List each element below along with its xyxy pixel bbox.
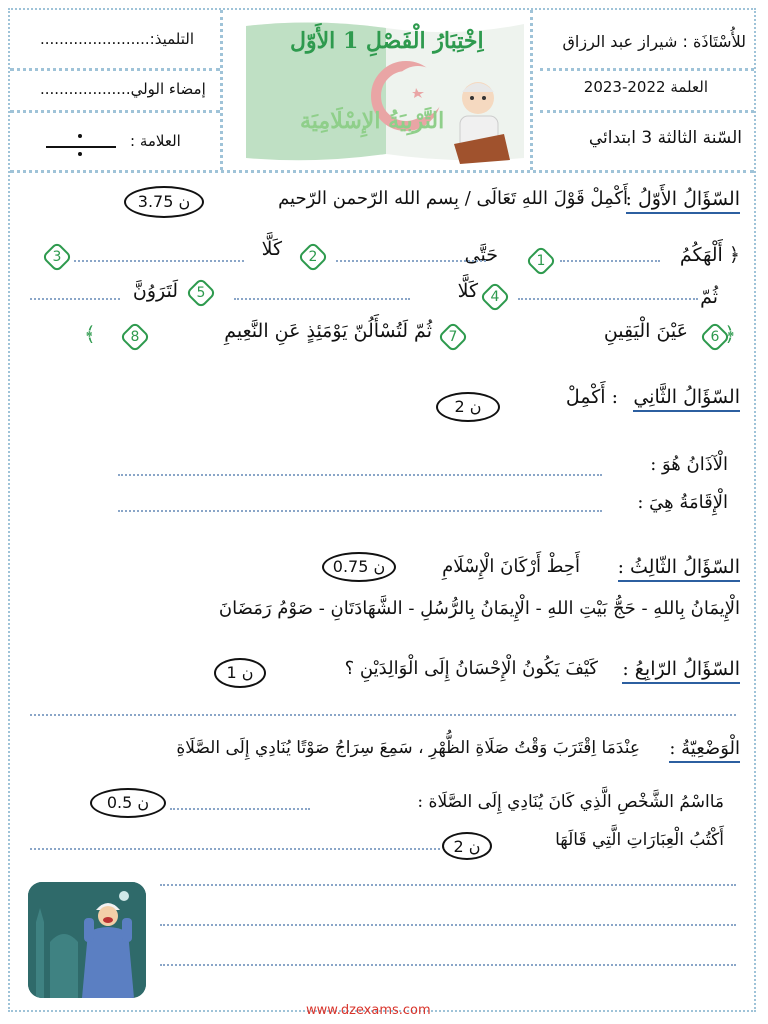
situation-question-b-points: 2 ن xyxy=(442,832,492,860)
q1-instruction: أَكْمِلْ قَوْلَ اللهِ تَعَالَى / بِسم الله الرّحمن الرّحيم xyxy=(278,188,628,209)
mark-dot-bottom xyxy=(78,152,82,156)
header-right-sep-1 xyxy=(540,68,754,71)
q1-row1-verse-3: كَلَّا xyxy=(261,238,282,260)
q2-instruction: : أَكْمِلْ xyxy=(565,386,618,408)
situation-answer-a-part[interactable] xyxy=(170,808,310,810)
q2-iqama-answer[interactable] xyxy=(118,510,602,512)
situation-label: الْوَضْعِيّةُ : xyxy=(669,738,740,763)
teacher-name: للأُسْتَاذَة : شيراز عبد الرزاق xyxy=(562,32,746,51)
student-name-field[interactable]: التلميذ:....................... xyxy=(40,30,195,48)
situation-question-a: مَااسْمُ الشَّخْصِ الَّذِي كَانَ يُنَادِي إِلَى الصَّلَاة : xyxy=(417,792,724,812)
q1-row2-verse-3: لَتَرَوُنَّ xyxy=(132,280,178,302)
q4-label: السّؤَالُ الرّابِعُ : xyxy=(622,658,740,684)
q1-blank-3[interactable] xyxy=(74,260,244,262)
q1-row2-verse-1: ثُمّ xyxy=(700,286,718,308)
q4-instruction: كَيْفَ يَكُونُ الْإِحْسَانُ إِلَى الْوَالِدَيْنِ ؟ xyxy=(344,658,598,679)
q1-row3-verse-2: ثُمّ لَتُسْأَلُنّ يَوْمَئِذٍ عَنِ النَّعِيمِ xyxy=(224,320,432,342)
q2-iqama-label: الْإِقَامَةُ هِيَ : xyxy=(637,492,728,513)
header-left-sep-2 xyxy=(10,110,220,113)
q2-adhan-answer[interactable] xyxy=(118,474,602,476)
q2-adhan-label: الْآذَانُ هُوَ : xyxy=(650,454,728,475)
situation-answer-b-line-1[interactable] xyxy=(30,848,440,850)
q1-blank-4[interactable] xyxy=(518,298,698,300)
verse-number-2: 2 xyxy=(297,241,328,272)
header-divider-right xyxy=(530,10,533,170)
q3-instruction: أَحِطْ أَرْكَانَ الْإِسْلَامِ xyxy=(442,556,580,577)
q1-points: 3.75 ن xyxy=(124,186,204,218)
q3-options[interactable]: الْإِيمَانُ بِاللهِ - حَجُّ بَيْتِ اللهِ - الْإِيمَانُ بِالرُّسُلِ - الشَّهَادَتَانِ - صَوْمُ رَمَضَانَ xyxy=(218,598,740,619)
situation-answer-b-line-2[interactable] xyxy=(160,884,736,886)
q1-open-bracket: ﴿ xyxy=(724,322,736,346)
header-left-sep-1 xyxy=(10,68,220,71)
muezzin-illustration xyxy=(28,882,146,998)
q3-points: 0.75 ن xyxy=(322,552,396,582)
situation-answer-b-line-4[interactable] xyxy=(160,964,736,966)
header-separator xyxy=(10,170,754,173)
situation-question-a-points: 0.5 ن xyxy=(90,788,166,818)
header-right-sep-2 xyxy=(540,110,754,113)
exam-title: اِخْتِبَارُ الْفَصْلِ 1 الأَوّل xyxy=(290,28,484,54)
verse-number-1: 1 xyxy=(525,245,556,276)
q4-points: 1 ن xyxy=(214,658,266,688)
verse-number-5: 5 xyxy=(185,277,216,308)
situation-answer-b-line-3[interactable] xyxy=(160,924,736,926)
q1-close-bracket: ﴾ xyxy=(84,322,96,346)
q1-blank-6[interactable] xyxy=(30,298,120,300)
q1-blank-2[interactable] xyxy=(336,260,486,262)
q1-blank-1[interactable] xyxy=(560,260,660,262)
verse-number-7: 7 xyxy=(437,321,468,352)
verse-number-6: 6 xyxy=(699,321,730,352)
guardian-signature-field[interactable]: إمضاء الولي................... xyxy=(40,80,206,98)
verse-number-4: 4 xyxy=(479,281,510,312)
q4-answer-line[interactable] xyxy=(30,714,736,716)
school-year: العلمة 2022-2023 xyxy=(583,78,708,96)
header-divider-left xyxy=(220,10,223,170)
q1-row2-verse-2: كَلَّا xyxy=(457,280,478,302)
q2-label: السّؤَالُ الثَّانِي xyxy=(633,386,740,412)
situation-text: عِنْدَمَا اِقْتَرَبَ وَقْتُ صَلَاةِ الظُّهْرِ ، سَمِعَ سِرَاجُ صَوْتًا يُنَادِي إِلَى الصَّلَاةِ xyxy=(176,738,640,758)
mark-dot-top xyxy=(78,134,82,138)
q1-row1-verse-1: ﴿ أَلْهَكُمُ xyxy=(679,244,740,266)
q2-points: 2 ن xyxy=(436,392,500,422)
q3-label: السّؤَالُ الثّالِثُ : xyxy=(618,556,740,582)
mark-fraction-line xyxy=(46,146,116,148)
verse-number-3: 3 xyxy=(41,241,72,272)
situation-question-b: أَكْتُبُ الْعِبَارَاتِ الَّتِي قَالَهَا xyxy=(555,830,724,850)
mark-label: العلامة : xyxy=(130,132,181,150)
subject-title: التَّرْبِيَةُ الإِسْلَامِيَة xyxy=(300,108,445,134)
q1-label: السّؤَالُ الأَوّلُ : xyxy=(626,188,741,214)
footer-website-link[interactable]: www.dzexams.com xyxy=(306,1003,431,1018)
q1-row3-verse-1: عَيْنَ الْيَقِينِ xyxy=(603,320,688,342)
q1-blank-5[interactable] xyxy=(234,298,410,300)
q1-row1-verse-2: حَتَّى xyxy=(464,244,498,266)
verse-number-8: 8 xyxy=(119,321,150,352)
grade-level: السّنة الثالثة 3 ابتدائي xyxy=(588,128,742,148)
